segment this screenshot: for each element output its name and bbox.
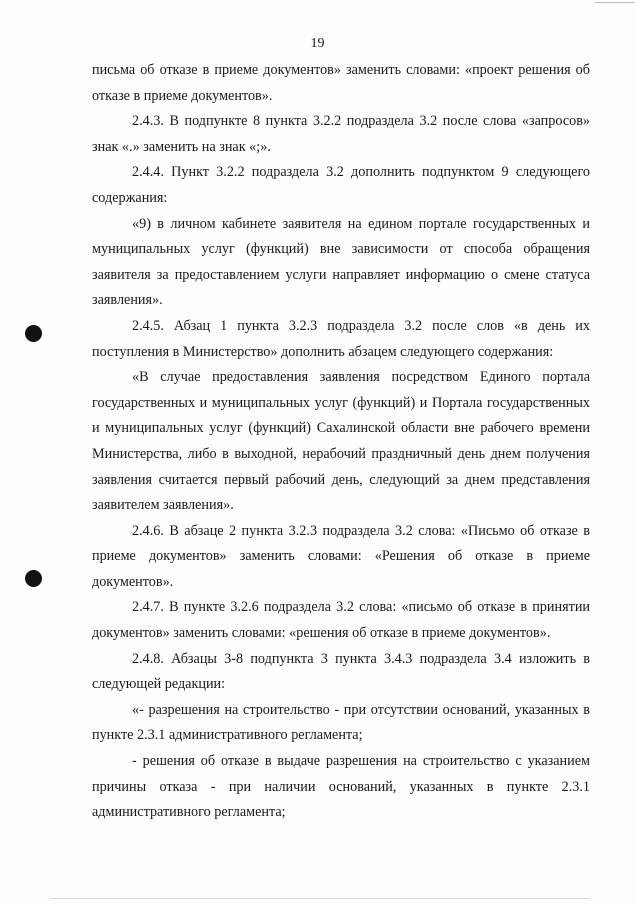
paragraph-2-4-5: 2.4.5. Абзац 1 пункта 3.2.3 подраздела 3.2 после слов «в день их поступления в Министерство» дополнить абзацем следующего содержания: <box>92 317 590 360</box>
paragraph-quote-9: «9) в личном кабинете заявителя на едином портале государственных и муниципальных услуг (функций) вне зависимости от способа обращения заявителя за предоставлением услуги направляет информацию о смене статуса заявления». <box>92 215 590 309</box>
paragraph-refusal: - решения об отказе в выдаче разрешения на строительство с указанием причины отказа - при наличии оснований, указанных в пункте 2.3.1 административного регламента; <box>92 753 590 821</box>
document-body <box>92 58 590 826</box>
scan-bottom-edge <box>50 898 590 899</box>
paragraph-continuation: письма об отказе в приеме документов» заменить словами: «проект решения об отказе в приеме документов». <box>92 62 590 104</box>
scan-edge-mark <box>595 2 635 3</box>
paragraph-2-4-6: 2.4.6. В абзаце 2 пункта 3.2.3 подраздела 3.2 слова: «Письмо об отказе в приеме документов» заменить словами: «Решения об отказе в приеме документов». <box>92 522 590 590</box>
paragraph-2-4-3: 2.4.3. В подпункте 8 пункта 3.2.2 подраздела 3.2 после слова «запросов» знак «.» заменить на знак «;». <box>92 113 590 155</box>
paragraph-2-4-7: 2.4.7. В пункте 3.2.6 подраздела 3.2 слова: «письмо об отказе в принятии документов» заменить словами: «решения об отказе в приеме документов». <box>92 599 590 642</box>
paragraph-2-4-8: 2.4.8. Абзацы 3-8 подпункта 3 пункта 3.4.3 подраздела 3.4 изложить в следующей редакции: <box>92 650 590 693</box>
binder-hole-1 <box>25 325 42 342</box>
paragraph-2-4-4: 2.4.4. Пункт 3.2.2 подраздела 3.2 дополнить подпунктом 9 следующего содержания: <box>92 164 590 206</box>
paragraph-permit: «- разрешения на строительство - при отсутствии оснований, указанных в пункте 2.3.1 административного регламента; <box>92 701 590 744</box>
binder-hole-2 <box>25 570 42 587</box>
page-number: 19 <box>310 36 325 51</box>
paragraph-quote-case: «В случае предоставления заявления посредством Единого портала государственных и муниципальных услуг (функций) и Портала государственных и муниципальных услуг (функций) Сахалинской области вне рабочего времени Министерства, либо в выходной, нерабочий праздничный день днем получения заявления считается первый рабочий день, следующий за днем представления заявителем заявления». <box>92 369 590 514</box>
